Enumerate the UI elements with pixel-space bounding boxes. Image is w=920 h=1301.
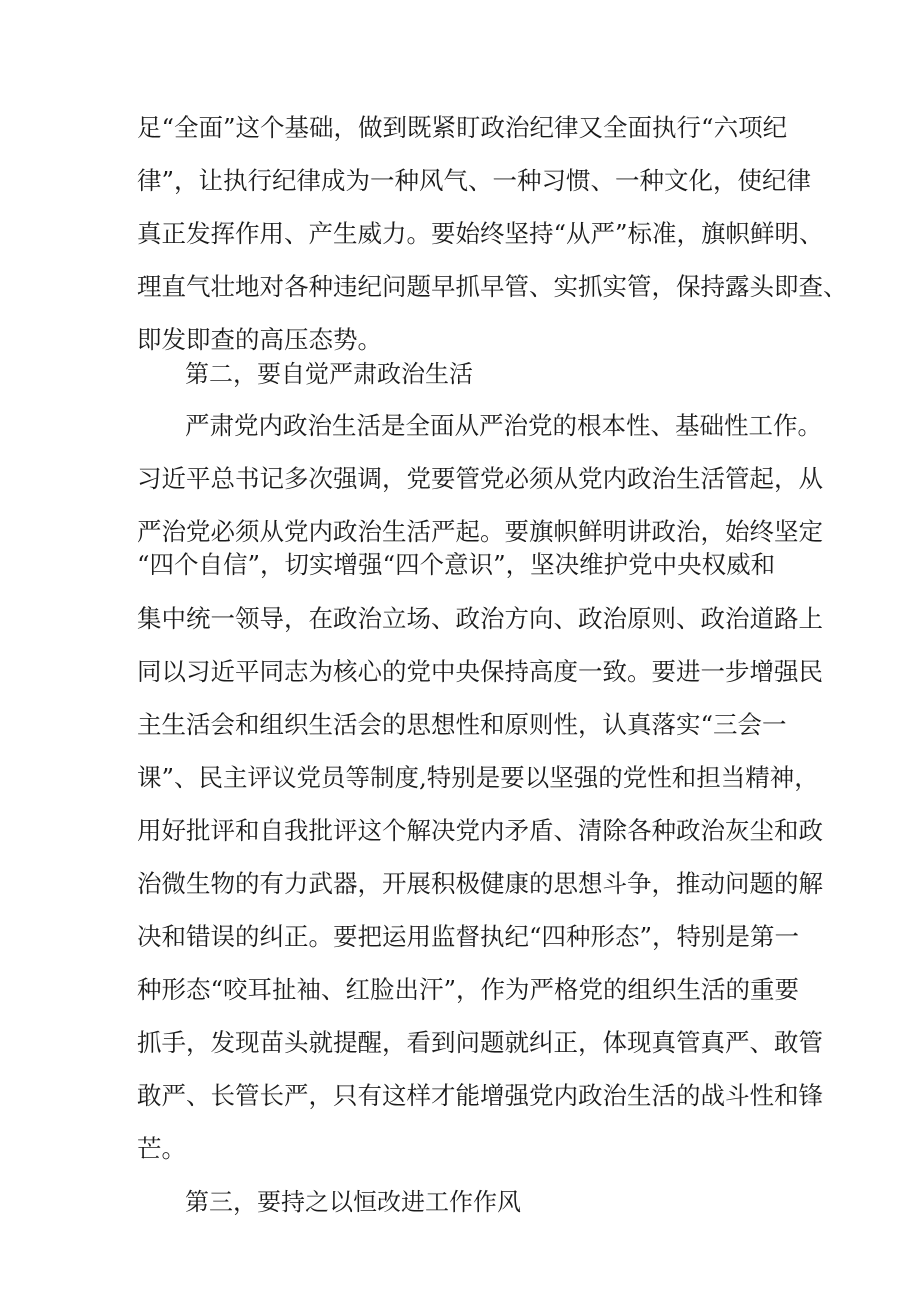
text-line: 决和错误的纠正。要把运用监督执纪“四种形态”，特别是第一 [137,922,800,951]
text-line: 严肃党内政治生活是全面从严治党的根本性、基础性工作。 [185,411,822,440]
text-line: 治微生物的有力武器，开展积极健康的思想斗争，推动问题的解 [137,869,823,898]
text-line: “四个自信”，切实增强“四个意识”，坚决维护党中央权威和 [137,550,776,579]
text-line: 芒。 [137,1134,186,1163]
text-line: 严治党必须从党内政治生活严起。要旗帜鲜明讲政治，始终坚定 [137,517,823,546]
text-line: 即发即查的高压态势。 [137,325,382,354]
text-line: 同以习近平同志为核心的党中央保持高度一致。要进一步增强民 [137,657,823,686]
text-line: 真正发挥作用、产生威力。要始终坚持“从严”标准，旗帜鲜明、 [137,219,824,248]
text-line: 足“全面”这个基础，做到既紧盯政治纪律又全面执行“六项纪 [137,113,788,142]
text-line: 理直气壮地对各种违纪问题早抓早管、实抓实管，保持露头即查、 [137,272,848,301]
text-line: 律”，让执行纪律成为一种风气、一种习惯、一种文化，使纪律 [137,166,812,195]
text-line: 种形态“咬耳扯袖、红脸出汗”，作为严格党的组织生活的重要 [137,975,800,1004]
text-line: 习近平总书记多次强调，党要管党必须从党内政治生活管起，从 [137,464,823,493]
text-line: 用好批评和自我批评这个解决党内矛盾、清除各种政治灰尘和政 [137,816,823,845]
text-line: 课”、民主评议党员等制度,特别是要以坚强的党性和担当精神， [137,763,819,792]
text-line: 抓手，发现苗头就提醒，看到问题就纠正，体现真管真严、敢管 [137,1028,823,1057]
section-heading: 第三，要持之以恒改进工作作风 [185,1188,521,1216]
text-line: 主生活会和组织生活会的思想性和原则性，认真落实“三会一 [137,710,787,739]
text-line: 集中统一领导，在政治立场、政治方向、政治原则、政治道路上 [137,604,823,633]
section-heading: 第二，要自觉严肃政治生活 [185,360,473,388]
text-line: 敢严、长管长严，只有这样才能增强党内政治生活的战斗性和锋 [137,1081,823,1110]
